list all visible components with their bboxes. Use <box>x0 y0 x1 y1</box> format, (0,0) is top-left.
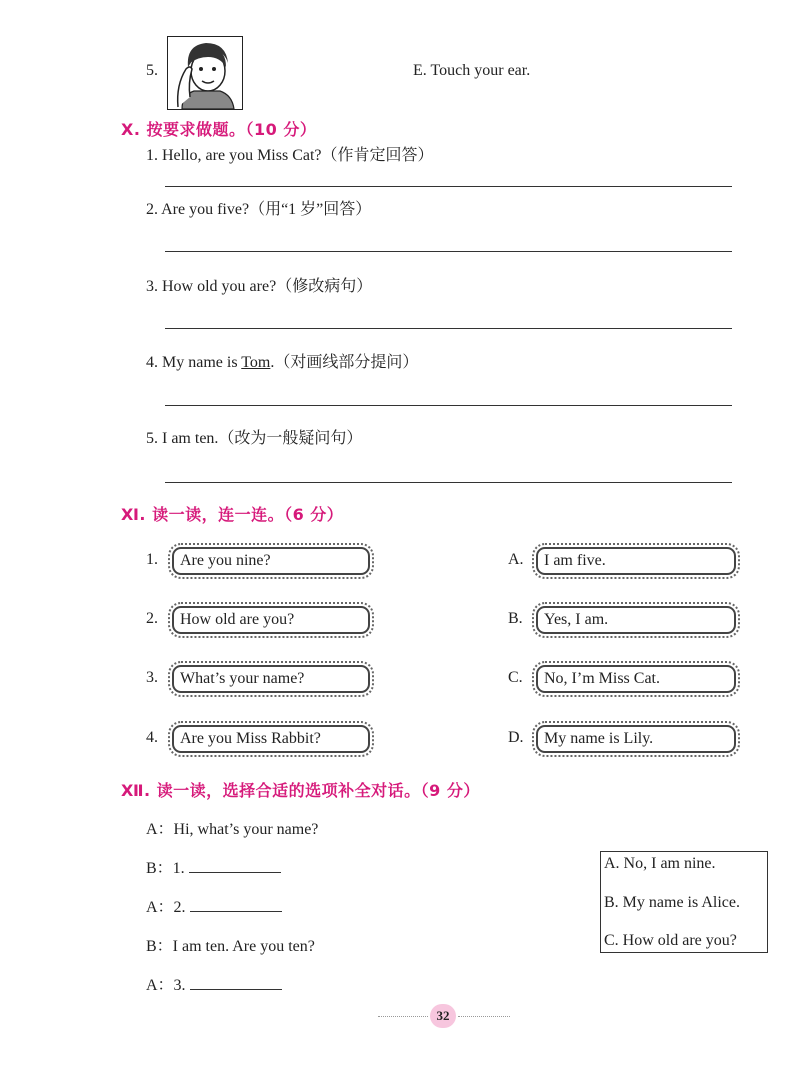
dialog-line-4: B：I am ten. Are you ten? <box>146 938 315 955</box>
dialog-line-2 <box>146 855 281 878</box>
option-c: C. How old are you? <box>604 932 737 949</box>
question-1: 1. Hello, are you Miss Cat?（作肯定回答） <box>146 147 434 164</box>
question-4-prefix: 4. My name is <box>146 354 242 371</box>
options-box <box>600 851 768 953</box>
question-5: 5. I am ten.（改为一般疑问句） <box>146 430 363 447</box>
footer-divider-left <box>378 1016 428 1017</box>
question-3: 3. How old you are?（修改病句） <box>146 278 373 295</box>
answer-line-4[interactable] <box>165 405 732 406</box>
question-4-underlined-word: Tom <box>241 354 271 371</box>
match-left-box[interactable]: How old are you? <box>172 606 370 634</box>
match-left-number: 1. <box>146 551 158 568</box>
match-left-box[interactable]: What’s your name? <box>172 665 370 693</box>
dialog-line-3 <box>146 894 282 917</box>
question-4 <box>146 349 418 372</box>
option-b: B. My name is Alice. <box>604 894 740 911</box>
option-a: A. No, I am nine. <box>604 855 716 872</box>
boy-touching-ear-illustration <box>167 36 243 110</box>
match-right-box[interactable]: My name is Lily. <box>536 725 736 753</box>
option-e-touch-ear: E. Touch your ear. <box>413 62 531 79</box>
match-left-number: 3. <box>146 669 158 686</box>
answer-line-5[interactable] <box>165 482 732 483</box>
dialog-line-3-label: A：2. <box>146 899 186 916</box>
match-right-letter: D. <box>508 729 524 746</box>
item-5-number: 5. <box>146 62 158 79</box>
dialog-line-5 <box>146 972 282 995</box>
match-right-box[interactable]: I am five. <box>536 547 736 575</box>
section-x-title: Ⅹ. 按要求做题。（10 分） <box>121 120 317 139</box>
answer-line-1[interactable] <box>165 186 732 187</box>
match-right-box[interactable]: No, I’m Miss Cat. <box>536 665 736 693</box>
match-right-letter: C. <box>508 669 523 686</box>
blank-1[interactable] <box>189 858 281 873</box>
dialog-line-2-label: B：1. <box>146 860 185 877</box>
blank-3[interactable] <box>190 975 282 990</box>
boy-cartoon-icon <box>168 37 242 109</box>
match-right-box[interactable]: Yes, I am. <box>536 606 736 634</box>
blank-2[interactable] <box>190 897 282 912</box>
dialog-line-5-label: A：3. <box>146 977 186 994</box>
question-4-suffix: .（对画线部分提问） <box>270 354 419 371</box>
match-left-number: 2. <box>146 610 158 627</box>
match-right-letter: A. <box>508 551 524 568</box>
match-right-letter: B. <box>508 610 523 627</box>
section-xii-title: Ⅻ. 读一读，选择合适的选项补全对话。（9 分） <box>121 781 480 800</box>
answer-line-2[interactable] <box>165 251 732 252</box>
question-2: 2. Are you five?（用“1 岁”回答） <box>146 201 372 218</box>
match-left-number: 4. <box>146 729 158 746</box>
dialog-line-1: A：Hi, what’s your name? <box>146 821 319 838</box>
match-left-box[interactable]: Are you nine? <box>172 547 370 575</box>
match-left-box[interactable]: Are you Miss Rabbit? <box>172 725 370 753</box>
answer-line-3[interactable] <box>165 328 732 329</box>
page-number: 32 <box>430 1004 456 1028</box>
footer-divider-right <box>458 1016 510 1017</box>
section-xi-title: Ⅺ. 读一读，连一连。（6 分） <box>121 505 344 524</box>
